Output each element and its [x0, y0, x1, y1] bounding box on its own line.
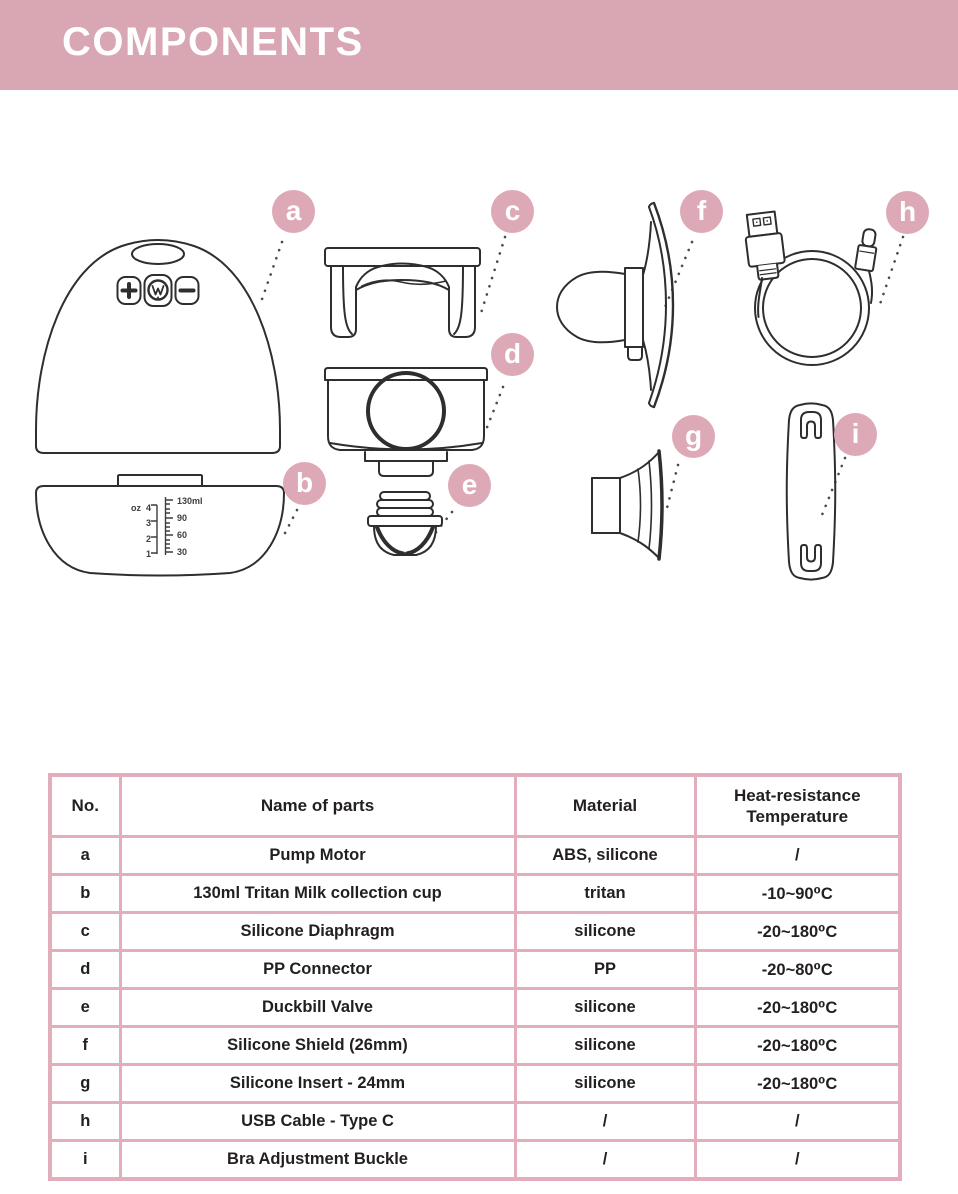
usb-cable-drawing — [743, 211, 879, 365]
header-material: Material — [515, 775, 695, 837]
table-row — [50, 1103, 900, 1141]
part-temp: -20~180⁰C — [695, 913, 900, 951]
table-row — [50, 837, 900, 875]
silicone-diaphragm-drawing — [325, 248, 480, 337]
cup-scale-oz-4: 4 — [145, 503, 151, 513]
part-temp: -20~180⁰C — [695, 989, 900, 1027]
part-temp: / — [695, 1141, 900, 1180]
part-name: Silicone Shield (26mm) — [120, 1027, 515, 1065]
part-material: silicone — [515, 1065, 695, 1103]
part-label-d: d — [491, 333, 534, 376]
part-temp: -20~180⁰C — [695, 1027, 900, 1065]
duckbill-valve-drawing — [368, 492, 442, 555]
table-row — [50, 1141, 900, 1180]
cup-scale-oz-2: 2 — [145, 534, 151, 544]
components-table-section — [48, 773, 958, 1181]
table-row — [50, 1027, 900, 1065]
part-name: Bra Adjustment Buckle — [120, 1141, 515, 1180]
part-label-b: b — [283, 462, 326, 505]
part-material: PP — [515, 951, 695, 989]
cup-scale-oz-1: 1 — [145, 549, 151, 559]
part-name: Pump Motor — [120, 837, 515, 875]
part-no: a — [50, 837, 120, 875]
table-row — [50, 951, 900, 989]
cup-scale-ml-30: 30 — [177, 547, 188, 557]
part-no: e — [50, 989, 120, 1027]
cup-scale-ml-130: 130ml — [177, 496, 203, 506]
usb-c-connector — [855, 228, 879, 271]
part-label-c: c — [491, 190, 534, 233]
part-material: silicone — [515, 913, 695, 951]
table-row — [50, 913, 900, 951]
pp-connector-drawing — [325, 368, 487, 476]
parts-line-art — [0, 90, 958, 710]
part-label-h: h — [886, 191, 929, 234]
silicone-shield-drawing — [557, 203, 673, 407]
cup-measurement-scale — [131, 496, 203, 559]
part-name: Duckbill Valve — [120, 989, 515, 1027]
part-material: / — [515, 1141, 695, 1180]
components-table — [48, 773, 902, 1181]
part-label-f: f — [680, 190, 723, 233]
part-label-g: g — [672, 415, 715, 458]
part-temp: / — [695, 837, 900, 875]
part-no: h — [50, 1103, 120, 1141]
part-material: / — [515, 1103, 695, 1141]
part-name: USB Cable - Type C — [120, 1103, 515, 1141]
components-diagram — [0, 90, 958, 710]
part-temp: -20~180⁰C — [695, 1065, 900, 1103]
part-no: i — [50, 1141, 120, 1180]
part-temp: -20~80⁰C — [695, 951, 900, 989]
silicone-insert-drawing — [592, 451, 662, 559]
header-name: Name of parts — [120, 775, 515, 837]
bra-buckle-drawing — [787, 404, 836, 580]
part-label-a: a — [272, 190, 315, 233]
pump-motor-drawing — [36, 240, 280, 453]
part-temp: / — [695, 1103, 900, 1141]
part-no: c — [50, 913, 120, 951]
part-label-i: i — [834, 413, 877, 456]
part-name: PP Connector — [120, 951, 515, 989]
table-row — [50, 1065, 900, 1103]
cup-scale-unit: oz — [131, 503, 141, 513]
header-no: No. — [50, 775, 120, 837]
part-material: ABS, silicone — [515, 837, 695, 875]
part-name: Silicone Insert - 24mm — [120, 1065, 515, 1103]
part-no: f — [50, 1027, 120, 1065]
cup-scale-oz-3: 3 — [145, 518, 151, 528]
part-no: b — [50, 875, 120, 913]
table-row — [50, 875, 900, 913]
table-row — [50, 989, 900, 1027]
part-label-e: e — [448, 464, 491, 507]
part-no: g — [50, 1065, 120, 1103]
cup-scale-ml-60: 60 — [177, 530, 188, 540]
table-header-row — [50, 775, 900, 837]
part-material: silicone — [515, 1027, 695, 1065]
part-material: tritan — [515, 875, 695, 913]
part-name: 130ml Tritan Milk collection cup — [120, 875, 515, 913]
part-no: d — [50, 951, 120, 989]
part-material: silicone — [515, 989, 695, 1027]
leader-lines — [260, 237, 903, 537]
page-title: COMPONENTS — [62, 19, 364, 64]
milk-collection-cup-drawing — [36, 475, 284, 576]
header-temperature: Heat-resistance Temperature — [695, 775, 900, 837]
header-banner — [0, 0, 958, 90]
part-name: Silicone Diaphragm — [120, 913, 515, 951]
part-temp: -10~90⁰C — [695, 875, 900, 913]
cup-scale-ml-90: 90 — [177, 513, 188, 523]
